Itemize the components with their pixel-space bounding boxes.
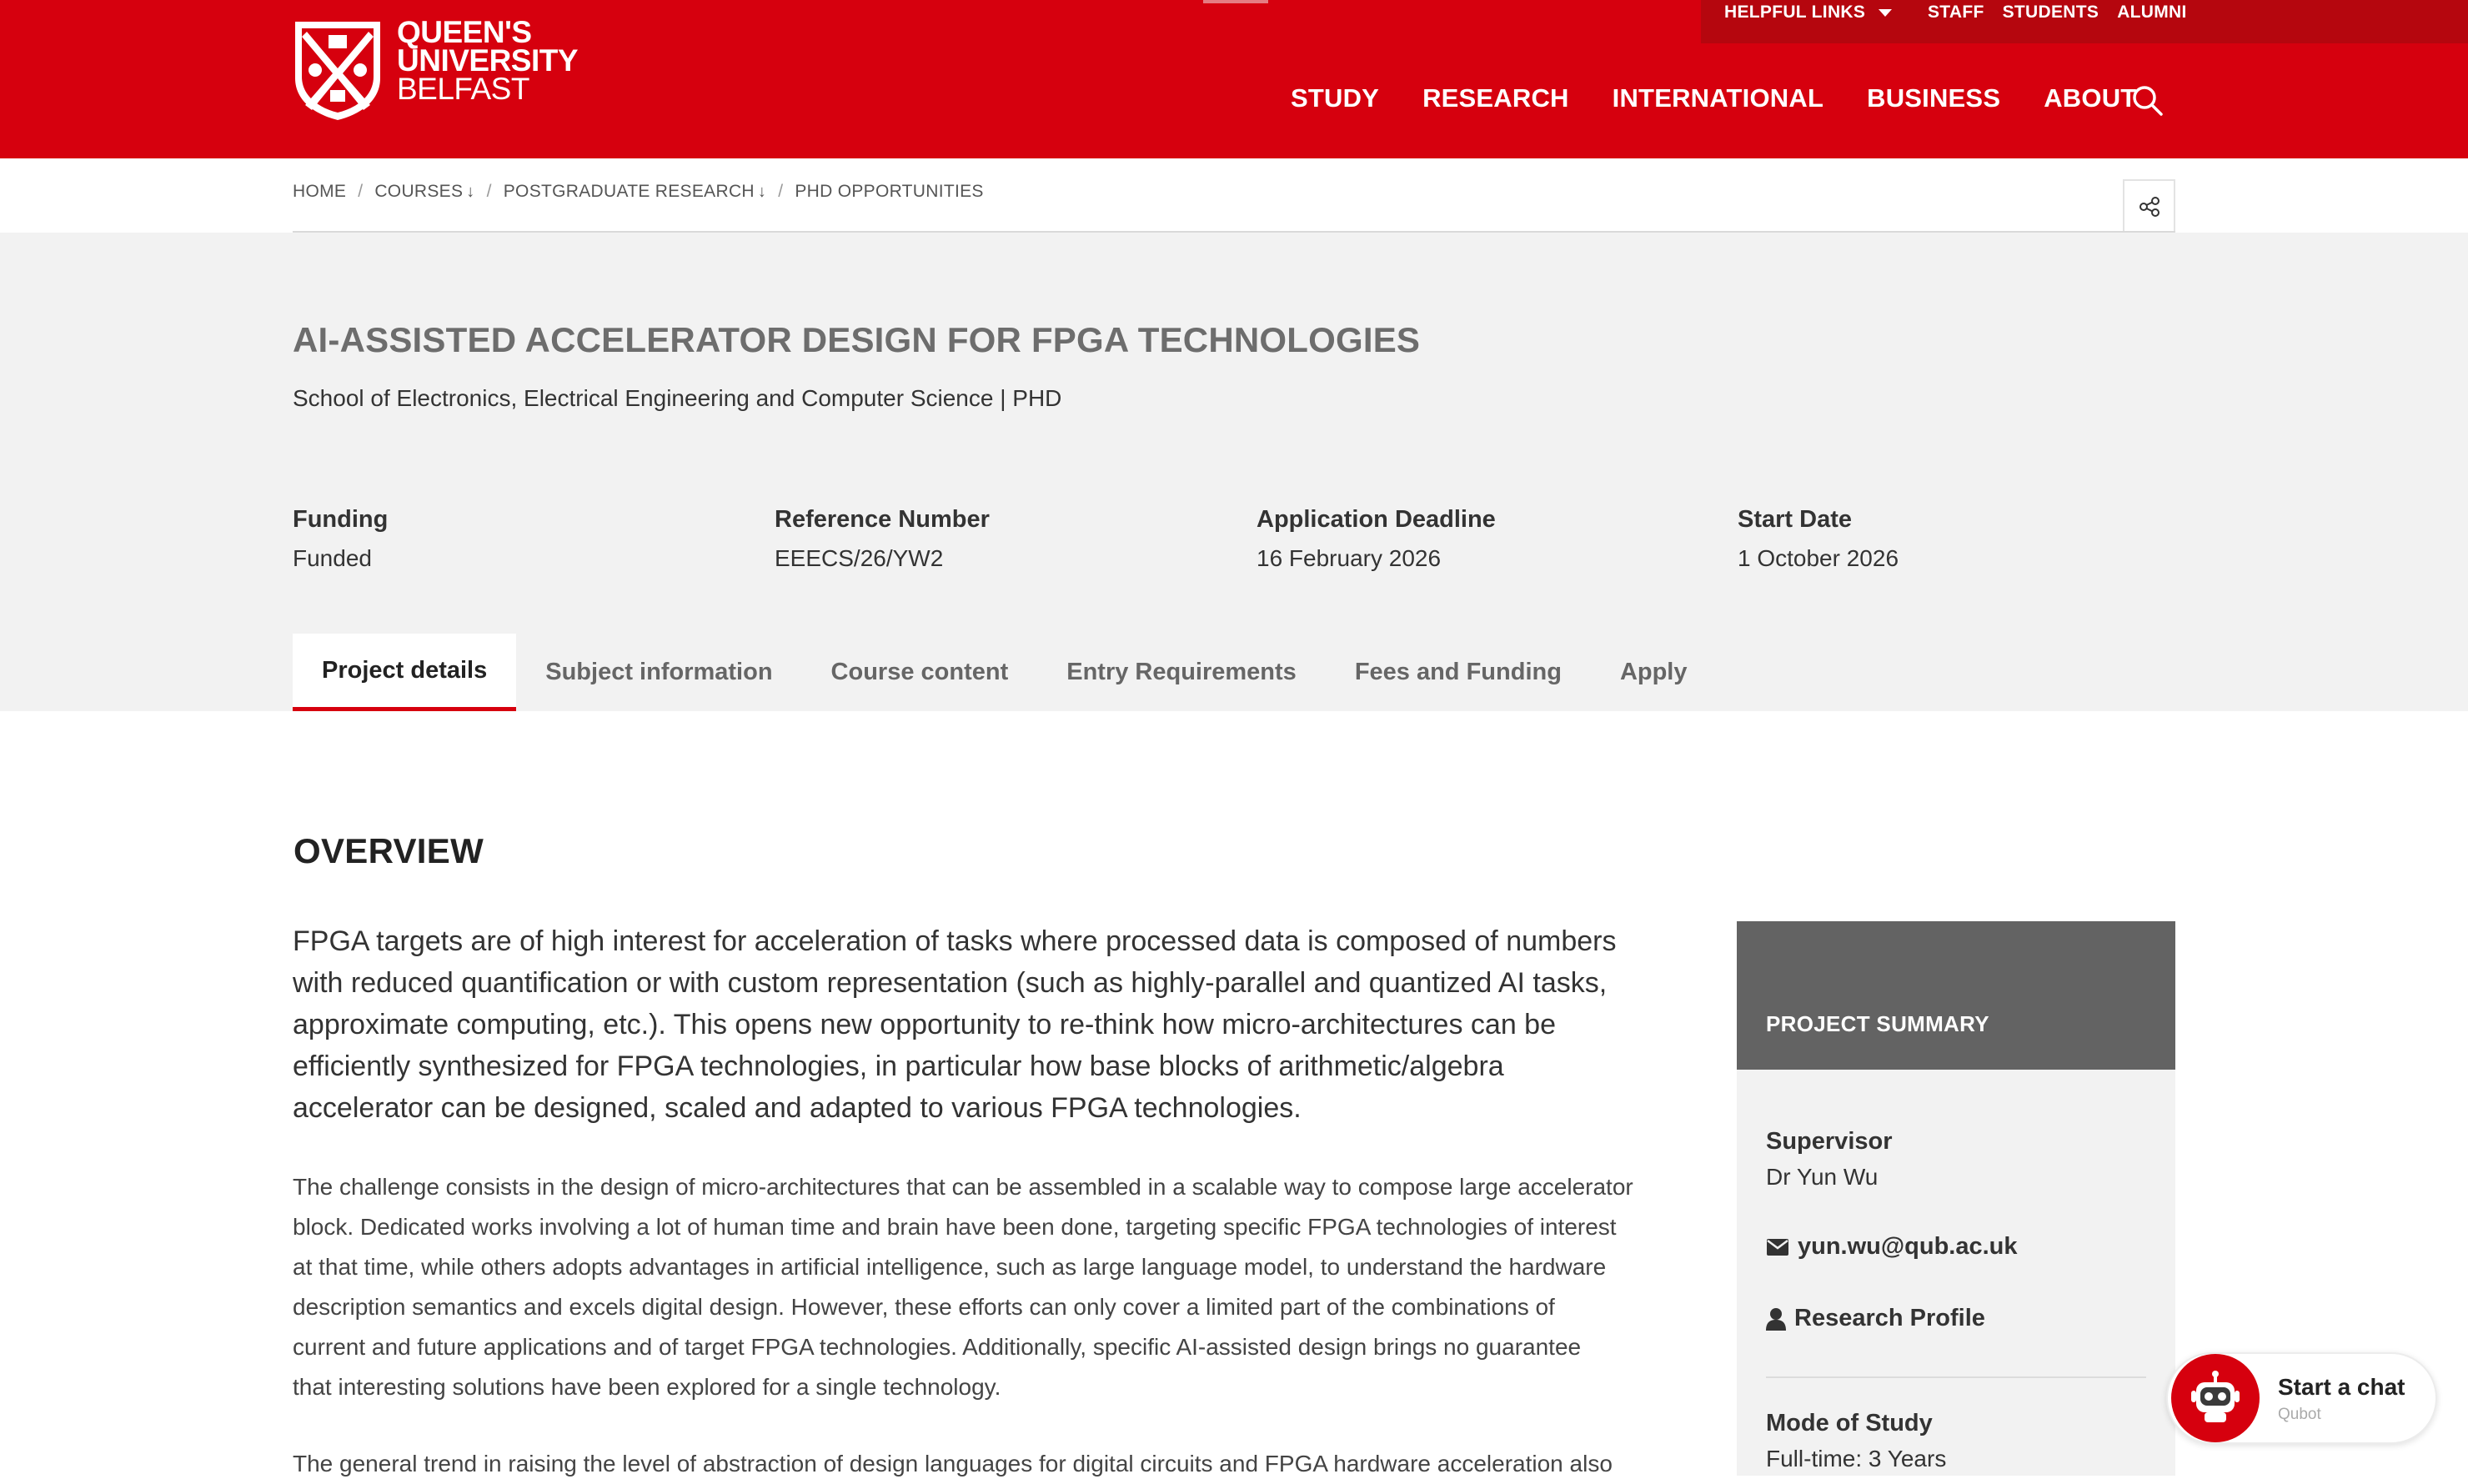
overview-lead (293, 920, 1693, 1129)
fact-funding (293, 506, 388, 572)
logo-wordmark (397, 15, 579, 106)
user-icon (1766, 1307, 1786, 1331)
breadcrumb-divider (293, 231, 2175, 233)
tab-apply[interactable]: Apply (1619, 659, 1688, 685)
fact-start-date (1738, 506, 1899, 572)
mode-of-study-label: Mode of Study (1766, 1410, 1933, 1436)
tab-project-details[interactable]: Project details (293, 634, 516, 711)
crest-icon (292, 18, 384, 122)
para-line: at that time, while others adopts advantages in artificial intelligence, such as large language model, to understand the hardware (293, 1254, 1607, 1280)
breadcrumb (293, 182, 984, 202)
para-line: that interesting solutions have been explored for a single technology. (293, 1374, 1001, 1400)
breadcrumb-separator: / (778, 182, 784, 201)
tab-fees-and-funding[interactable]: Fees and Funding (1354, 659, 1562, 685)
tab-course-content[interactable]: Course content (830, 659, 1009, 685)
nav-international[interactable]: INTERNATIONAL (1612, 83, 1824, 113)
para-line: description semantics and excels digital design. However, these efforts can only cover a limited part of the combinations of (293, 1294, 1555, 1320)
breadcrumb-courses[interactable] (374, 182, 474, 202)
overview-paragraph-2: The general trend in raising the level of abstraction of design languages for digital circuits and FPGA hardware acceleration also (293, 1451, 1613, 1476)
fact-label: Start Date (1738, 506, 1852, 533)
project-summary-header (1737, 921, 2175, 1070)
chat-subtitle: Qubot (2278, 1406, 2321, 1423)
nav-research[interactable]: RESEARCH (1422, 83, 1569, 113)
lead-line: with reduced quantification or with custom representation (such as highly-parallel and quantized AI tasks, (293, 967, 1608, 999)
fact-label: Funding (293, 506, 389, 533)
breadcrumb-separator: / (486, 182, 492, 201)
lead-line: accelerator can be designed, scaled and adapted to various FPGA technologies. (293, 1092, 1302, 1124)
fact-value: 1 October 2026 (1738, 545, 1899, 571)
overview-heading: OVERVIEW (293, 831, 484, 870)
university-logo[interactable] (292, 15, 579, 122)
para-line: block. Dedicated works involving a lot of human time and brain have been done, targeting specific FPGA technologies of interest (293, 1214, 1617, 1240)
breadcrumb-pgr-label: POSTGRADUATE RESEARCH (503, 182, 755, 201)
mode-of-study-value: Full-time: 3 Years (1766, 1446, 1947, 1471)
nav-about[interactable]: ABOUT (2044, 83, 2137, 113)
link-alumni[interactable]: ALUMNI (2117, 3, 2187, 22)
fact-value: 16 February 2026 (1257, 545, 1442, 571)
tab-subject-information[interactable]: Subject information (545, 659, 773, 685)
search-icon[interactable] (2130, 83, 2164, 117)
fact-reference-number (775, 506, 990, 572)
breadcrumb-home[interactable]: HOME (293, 182, 347, 201)
supervisor-label: Supervisor (1766, 1128, 1893, 1155)
fact-label: Application Deadline (1257, 506, 1496, 533)
research-profile-label: Research Profile (1794, 1305, 1985, 1331)
supervisor-name: Dr Yun Wu (1766, 1164, 1879, 1190)
link-students[interactable]: STUDENTS (2002, 3, 2099, 22)
arrow-down-icon: ↓ (757, 183, 767, 201)
envelope-icon (1766, 1238, 1789, 1256)
tab-entry-requirements[interactable]: Entry Requirements (1066, 659, 1297, 685)
fact-value: EEECS/26/YW2 (775, 545, 944, 571)
logo-line-3: BELFAST (397, 72, 529, 106)
breadcrumb-courses-label: COURSES (374, 182, 464, 201)
fact-value: Funded (293, 545, 372, 571)
lead-line: approximate computing, etc.). This opens new opportunity to re-think how micro-architectures can be (293, 1009, 1556, 1040)
logo-line-2: UNIVERSITY (397, 43, 579, 78)
breadcrumb-separator: / (358, 182, 364, 201)
page-title: AI-ASSISTED ACCELERATOR DESIGN FOR FPGA TECHNOLOGIES (293, 320, 1421, 359)
main-nav (1291, 83, 2136, 113)
chat-title: Start a chat (2278, 1374, 2405, 1400)
chat-widget[interactable] (2166, 1352, 2437, 1444)
nav-study[interactable]: STUDY (1291, 83, 1380, 113)
supervisor-email: yun.wu@qub.ac.uk (1798, 1233, 2018, 1260)
lead-line: FPGA targets are of high interest for acceleration of tasks where processed data is composed of numbers (293, 925, 1617, 957)
top-indicator (1203, 0, 1268, 3)
supervisor-email-link[interactable] (1766, 1233, 2018, 1261)
share-button[interactable] (2123, 179, 2175, 232)
helpful-links-toggle[interactable] (1724, 0, 1892, 25)
summary-divider (1766, 1376, 2146, 1378)
lead-line: efficiently synthesized for FPGA technologies, in particular how base blocks of arithmetic/algebra (293, 1050, 1504, 1082)
project-summary-heading: PROJECT SUMMARY (1766, 1011, 1989, 1036)
link-staff[interactable]: STAFF (1928, 3, 1984, 22)
course-tabs (293, 634, 1717, 711)
breadcrumb-postgraduate-research[interactable] (504, 182, 766, 202)
course-subtitle: School of Electronics, Electrical Engineering and Computer Science | PHD (293, 385, 1062, 411)
robot-icon (2186, 1369, 2245, 1427)
fact-label: Reference Number (775, 506, 990, 533)
chatbot-avatar (2171, 1354, 2260, 1442)
share-icon (2139, 196, 2160, 218)
caret-down-icon (1879, 9, 1892, 17)
nav-business[interactable]: BUSINESS (1867, 83, 2001, 113)
research-profile-link[interactable] (1766, 1305, 1985, 1332)
utility-links (1928, 0, 2187, 25)
para-line: The challenge consists in the design of micro-architectures that can be assembled in a scalable way to compose large accelerator (293, 1174, 1633, 1200)
fact-application-deadline (1257, 506, 1496, 572)
project-summary-panel (1737, 1070, 2175, 1476)
helpful-links-label: HELPFUL LINKS (1724, 3, 1866, 22)
arrow-down-icon: ↓ (466, 183, 475, 201)
logo-line-1: QUEEN'S (397, 15, 532, 49)
overview-paragraph (293, 1167, 1693, 1407)
breadcrumb-phd-opportunities[interactable]: PHD OPPORTUNITIES (795, 182, 984, 201)
para-line: current and future applications and of target FPGA technologies. Additionally, specific AI-assisted design brings no guarantee (293, 1334, 1582, 1360)
